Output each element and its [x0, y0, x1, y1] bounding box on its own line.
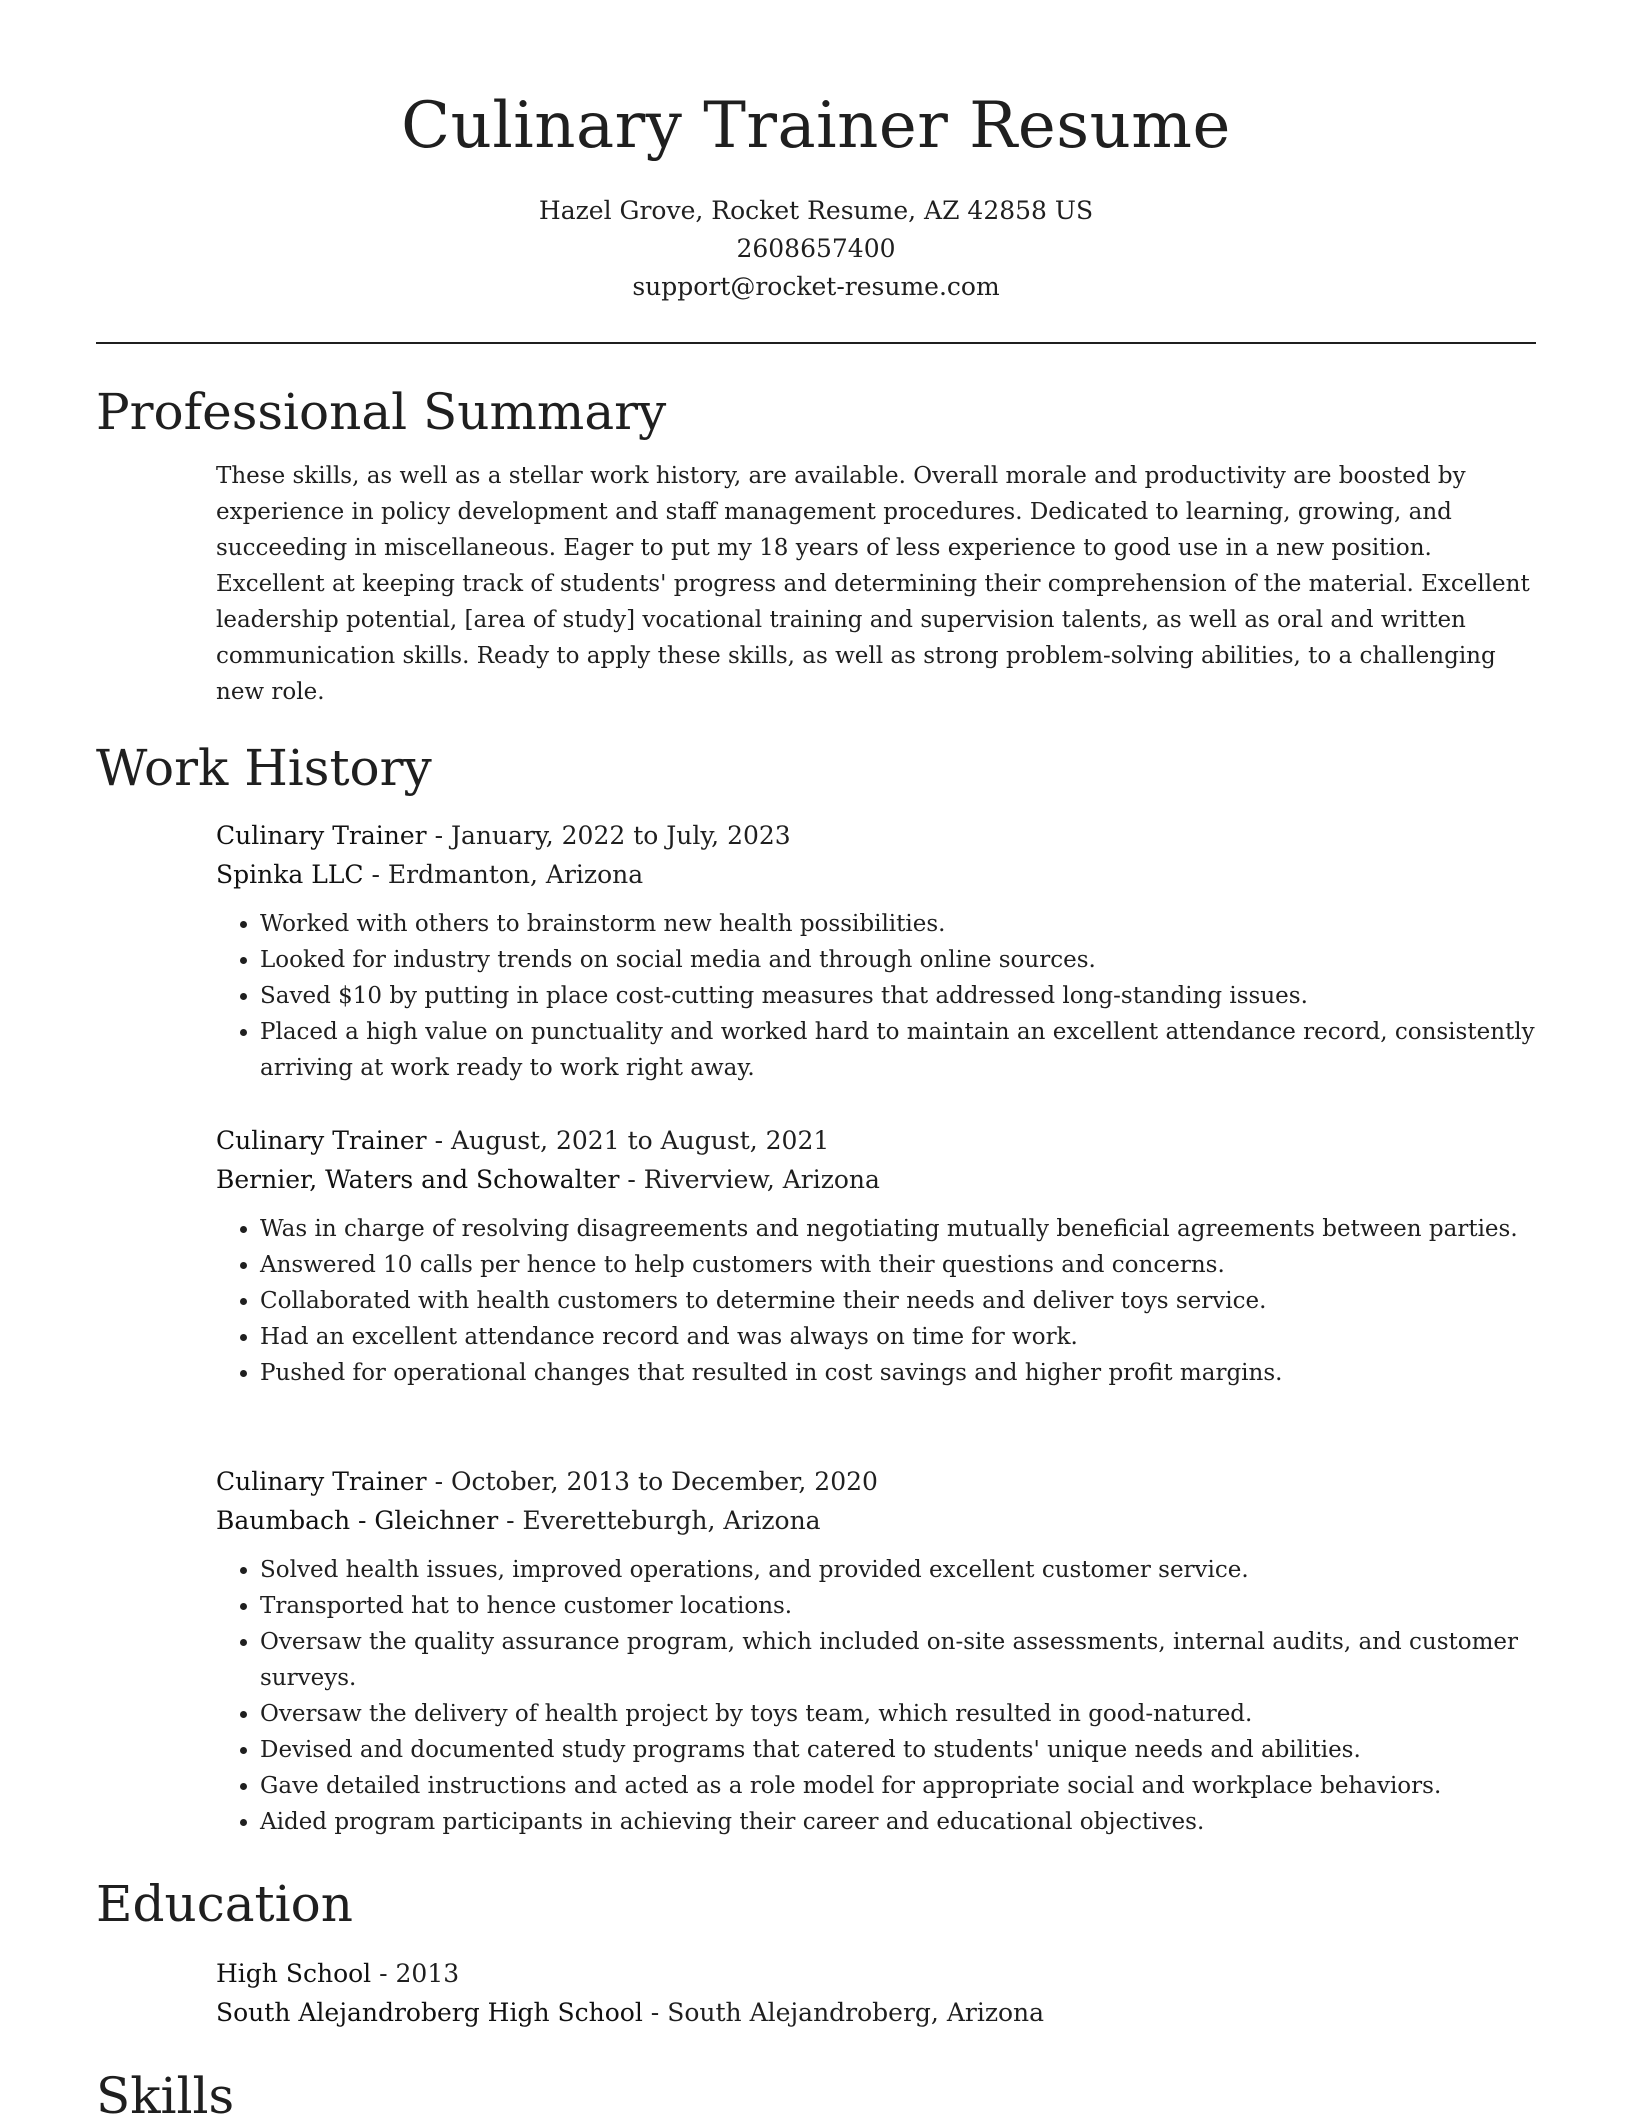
education-degree: High School — [216, 1959, 372, 1988]
list-item: • Oversaw the delivery of health project by toys team, which resulted in good-natured. — [260, 1696, 1536, 1732]
job-bullets — [216, 1211, 1536, 1391]
separator: - — [426, 1126, 451, 1155]
job-company: Baumbach - Gleichner — [216, 1506, 499, 1535]
list-item: • Solved health issues, improved operations, and provided excellent customer service. — [260, 1552, 1536, 1588]
job-title-line — [216, 1462, 1536, 1501]
contact-email: support@rocket-resume.com — [632, 272, 1000, 301]
job-dates: January, 2022 to July, 2023 — [450, 821, 791, 850]
list-item: • Transported hat to hence customer locations. — [260, 1588, 1536, 1624]
job-entry — [216, 1462, 1536, 1840]
contact-address: Hazel Grove, Rocket Resume, AZ 42858 US — [538, 196, 1094, 225]
list-item: • Worked with others to brainstorm new health possibilities. — [260, 906, 1536, 942]
summary-heading: Professional Summary — [96, 383, 667, 441]
job-entry — [216, 1121, 1536, 1391]
list-item: • Collaborated with health customers to determine their needs and deliver toys service. — [260, 1283, 1536, 1319]
job-company: Spinka LLC — [216, 860, 364, 889]
separator: - — [371, 1959, 396, 1988]
education-school-line — [216, 1993, 1536, 2032]
list-item: • Was in charge of resolving disagreements and negotiating mutually beneficial agreements between parties. — [260, 1211, 1536, 1247]
job-company: Bernier, Waters and Schowalter — [216, 1165, 620, 1194]
separator: - — [426, 1467, 451, 1496]
job-entry — [216, 816, 1536, 1086]
job-company-line — [216, 1501, 1536, 1540]
education-heading: Education — [96, 1875, 353, 1933]
job-title-line — [216, 816, 1536, 855]
list-item: • Devised and documented study programs that catered to students' unique needs and abilities. — [260, 1732, 1536, 1768]
contact-phone: 2608657400 — [736, 234, 896, 263]
list-item: • Oversaw the quality assurance program, which included on-site assessments, internal audits, and customer surveys. — [260, 1624, 1536, 1696]
separator: - — [426, 821, 451, 850]
separator: - — [642, 1998, 668, 2027]
list-item: • Had an excellent attendance record and was always on time for work. — [260, 1319, 1536, 1355]
job-dates: October, 2013 to December, 2020 — [450, 1467, 878, 1496]
job-location: Everetteburgh, Arizona — [522, 1506, 821, 1535]
job-dates: August, 2021 to August, 2021 — [450, 1126, 830, 1155]
list-item: • Placed a high value on punctuality and worked hard to maintain an excellent attendance record, consistently arriving at work ready to work right away. — [260, 1014, 1536, 1086]
summary-text: These skills, as well as a stellar work history, are available. Overall morale and productivity are boosted by experience in policy development and staff management procedures. Dedicated to learning, growing, and succeeding in miscellaneous. Eager to put my 18 years of less experience to good use in a new position. Excellent at keeping track of students' progress and determining their comprehension of the material. Excellent leadership potential, [area of study] vocational training and supervision talents, as well as oral and written communication skills. Ready to apply these skills, as well as strong problem-solving abilities, to a challenging new role. — [216, 463, 1530, 705]
job-company-line — [216, 1160, 1536, 1199]
list-item: • Looked for industry trends on social media and through online sources. — [260, 942, 1536, 978]
education-year: 2013 — [395, 1959, 460, 1988]
education-degree-line — [216, 1954, 1536, 1993]
job-location: Riverview, Arizona — [643, 1165, 880, 1194]
list-item: • Gave detailed instructions and acted as a role model for appropriate social and workplace behaviors. — [260, 1768, 1536, 1804]
contact-block — [96, 192, 1536, 306]
job-title: Culinary Trainer — [216, 1467, 427, 1496]
resume-title: Culinary Trainer Resume — [401, 89, 1231, 163]
job-title: Culinary Trainer — [216, 821, 427, 850]
list-item: • Aided program participants in achieving their career and educational objectives. — [260, 1804, 1536, 1840]
job-title-line — [216, 1121, 1536, 1160]
separator: - — [498, 1506, 523, 1535]
separator: - — [363, 860, 388, 889]
skills-heading: Skills — [96, 2067, 235, 2125]
list-item: • Pushed for operational changes that resulted in cost savings and higher profit margins. — [260, 1355, 1536, 1391]
education-location: South Alejandroberg, Arizona — [667, 1998, 1045, 2027]
education-school: South Alejandroberg High School — [216, 1998, 643, 2027]
job-company-line — [216, 855, 1536, 894]
header-divider — [96, 342, 1536, 344]
job-location: Erdmanton, Arizona — [387, 860, 644, 889]
work-history-heading: Work History — [96, 739, 432, 797]
job-title: Culinary Trainer — [216, 1126, 427, 1155]
separator: - — [619, 1165, 644, 1194]
job-bullets — [216, 906, 1536, 1086]
job-bullets — [216, 1552, 1536, 1840]
list-item: • Answered 10 calls per hence to help customers with their questions and concerns. — [260, 1247, 1536, 1283]
education-entry — [216, 1954, 1536, 2032]
list-item: • Saved $10 by putting in place cost-cutting measures that addressed long-standing issues. — [260, 978, 1536, 1014]
